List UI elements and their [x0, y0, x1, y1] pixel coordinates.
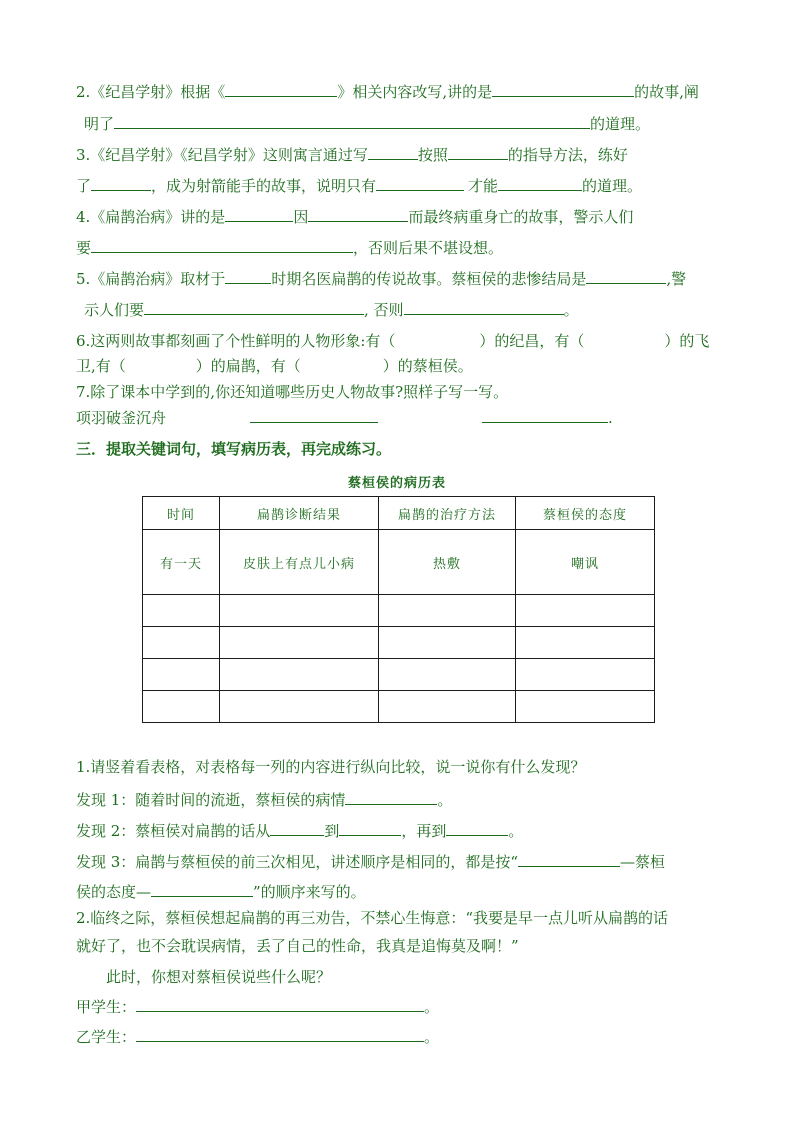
q4-text-e: ，否则后果不堪设想。 [353, 239, 504, 257]
q2-blank-2[interactable] [492, 82, 634, 97]
finding2-blank-2[interactable] [339, 821, 401, 836]
finding1-text: 发现 1：随着时间的流逝，蔡桓侯的病情 [76, 791, 346, 809]
empty-cell[interactable] [516, 691, 655, 723]
q5-blank-4[interactable] [404, 300, 564, 315]
q2-text-a: 2.《纪昌学射》根据《 [76, 83, 226, 101]
empty-cell[interactable] [143, 659, 220, 691]
empty-cell[interactable] [143, 595, 220, 627]
q5-blank-3[interactable] [144, 300, 364, 315]
finding1-end: 。 [437, 791, 453, 809]
q5-blank-2[interactable] [586, 269, 666, 284]
empty-cell[interactable] [143, 691, 220, 723]
finding3-text-a: 发现 3：扁鹊与蔡桓侯的前三次相见，讲述顺序是相同的，都是按“ [76, 853, 518, 871]
q5-text-d: 示人们要 [84, 301, 145, 319]
q2-line2 [84, 114, 650, 134]
q5-text-c: ,警 [666, 270, 687, 288]
student-b-line [76, 1027, 439, 1047]
empty-cell[interactable] [220, 595, 379, 627]
empty-cell[interactable] [516, 627, 655, 659]
q4-blank-2[interactable] [308, 207, 408, 222]
q3-text-a: 3.《纪昌学射》《纪昌学射》这则寓言通过写 [76, 146, 368, 164]
q7-blank-2[interactable] [482, 408, 608, 423]
finding2-text-c: ，再到 [401, 822, 447, 840]
finding2-end: 。 [508, 822, 524, 840]
q5-text-a: 5.《扁鹊治病》取材于 [76, 270, 226, 288]
q3-blank-3[interactable] [91, 176, 151, 191]
q2-blank-3[interactable] [114, 114, 590, 129]
empty-cell[interactable] [220, 627, 379, 659]
q2-blank-1[interactable] [225, 82, 337, 97]
finding3-blank-2[interactable] [151, 882, 253, 897]
q3-line1 [76, 145, 628, 165]
q6-line2 [76, 356, 473, 376]
q3-text-g: 的道理。 [582, 177, 643, 195]
finding2-blank-1[interactable] [270, 821, 324, 836]
q4-blank-3[interactable] [91, 238, 353, 253]
table-row [143, 595, 655, 627]
q6-text-a: 6.这两则故事都刻画了个性鲜明的人物形象:有（ [76, 332, 396, 350]
q5-line1 [76, 269, 686, 289]
student-b-label: 乙学生： [76, 1028, 137, 1046]
empty-cell[interactable] [516, 659, 655, 691]
header-treatment: 扁鹊的治疗方法 [379, 497, 516, 530]
finding3-blank-1[interactable] [518, 852, 620, 867]
q6-text-b: ）的纪昌，有（ [479, 332, 585, 350]
q3-text-e: ，成为射箭能手的故事，说明只有 [151, 177, 377, 195]
finding3-text-d: ”的顺序来写的。 [253, 883, 366, 901]
student-a-blank[interactable] [136, 997, 424, 1012]
q3-blank-5[interactable] [498, 176, 582, 191]
q3-text-b: 按照 [417, 146, 448, 164]
cell-time: 有一天 [143, 530, 220, 595]
finding3-line2 [76, 882, 366, 902]
ex2-line2 [76, 936, 519, 956]
cell-treatment: 热敷 [379, 530, 516, 595]
ex2-line1 [76, 908, 668, 928]
q2-text-b: 》相关内容改写,讲的是 [337, 83, 493, 101]
q4-line2 [76, 238, 503, 258]
header-time: 时间 [143, 497, 220, 530]
header-diagnosis: 扁鹊诊断结果 [220, 497, 379, 530]
cell-attitude: 嘲讽 [516, 530, 655, 595]
empty-cell[interactable] [220, 691, 379, 723]
q6-text-c: ）的飞 [664, 332, 710, 350]
cell-diagnosis: 皮肤上有点儿小病 [220, 530, 379, 595]
q6-text-e: ）的扁鹊，有（ [195, 357, 301, 375]
q2-text-e: 的道理。 [590, 115, 651, 133]
table-caption: 蔡桓侯的病历表 [347, 476, 446, 491]
q2-line1 [76, 82, 699, 102]
ex2-text-1: 2.临终之际，蔡桓侯想起扁鹊的再三劝告，不禁心生悔意：“我要是早一点儿听从扁鹊的话 [76, 909, 668, 927]
medical-record-table [142, 496, 655, 723]
q3-text-c: 的指导方法，练好 [507, 146, 628, 164]
q6-line1 [76, 331, 709, 351]
q2-text-d: 明了 [84, 115, 115, 133]
finding1 [76, 790, 452, 810]
finding2-text-a: 发现 2：蔡桓侯对扁鹊的话从 [76, 822, 271, 840]
table-row [143, 659, 655, 691]
finding1-blank[interactable] [345, 790, 437, 805]
empty-cell[interactable] [143, 627, 220, 659]
q3-blank-2[interactable] [448, 145, 508, 160]
finding3-text-c: 侯的态度— [76, 883, 152, 901]
q3-text-f: 才能 [468, 177, 499, 195]
table-row [143, 691, 655, 723]
empty-cell[interactable] [379, 691, 516, 723]
q4-line1 [76, 207, 633, 227]
q4-text-c: 而最终病重身亡的故事，警示人们 [408, 208, 634, 226]
empty-cell[interactable] [379, 627, 516, 659]
section3-heading [76, 439, 391, 459]
ex1-question [76, 757, 585, 777]
q4-text-b: 因 [293, 208, 309, 226]
finding2-text-b: 到 [324, 822, 340, 840]
q4-text-a: 4.《扁鹊治病》讲的是 [76, 208, 226, 226]
finding3-text-b: —蔡桓 [619, 853, 665, 871]
finding2 [76, 821, 523, 841]
q3-text-d: 了 [76, 177, 92, 195]
ex1-text: 1.请竖着看表格，对表格每一列的内容进行纵向比较，说一说你有什么发现？ [76, 758, 586, 776]
q7-line1 [76, 382, 508, 402]
q4-blank-1[interactable] [225, 207, 293, 222]
q2-text-c: 的故事,阐 [634, 83, 699, 101]
table-row [143, 530, 655, 595]
student-a-end: 。 [424, 998, 440, 1016]
q5-text-e: , 否则 [364, 301, 404, 319]
q3-blank-1[interactable] [368, 145, 418, 160]
q6-text-f: ）的蔡桓侯。 [382, 357, 473, 375]
q7-text-a: 7.除了课本中学到的,你还知道哪些历史人物故事?照样子写一写。 [76, 383, 509, 401]
ex2-text-3: 此时，你想对蔡桓侯说些什么呢？ [106, 968, 332, 986]
student-b-blank[interactable] [136, 1027, 424, 1042]
student-a-label: 甲学生： [76, 998, 137, 1016]
empty-cell[interactable] [379, 595, 516, 627]
q5-line2 [84, 300, 579, 320]
empty-cell[interactable] [516, 595, 655, 627]
q7-example: 项羽破釜沉舟 [76, 409, 167, 427]
q7-blank-1[interactable] [250, 408, 378, 423]
finding3-line1 [76, 852, 665, 872]
q7-end: . [608, 409, 613, 427]
q7-line2 [76, 408, 613, 428]
section3-title: 三．提取关键词句，填写病历表，再完成练习。 [76, 440, 392, 458]
q5-text-f: 。 [563, 301, 579, 319]
empty-cell[interactable] [379, 659, 516, 691]
finding2-blank-3[interactable] [446, 821, 508, 836]
q4-text-d: 要 [76, 239, 92, 257]
q3-blank-4[interactable] [376, 176, 464, 191]
table-row [143, 627, 655, 659]
student-a-line [76, 997, 439, 1017]
q5-blank-1[interactable] [225, 269, 271, 284]
ex2-line3 [106, 967, 331, 987]
header-attitude: 蔡桓侯的态度 [516, 497, 655, 530]
q5-text-b: 时期名医扁鹊的传说故事。蔡桓侯的悲惨结局是 [271, 270, 587, 288]
q3-line2 [76, 176, 642, 196]
table-header-row [143, 497, 655, 530]
empty-cell[interactable] [220, 659, 379, 691]
ex2-text-2: 就好了，也不会耽误病情，丢了自己的性命，我真是追悔莫及啊！” [76, 937, 519, 955]
q6-text-d: 卫,有（ [76, 357, 126, 375]
student-b-end: 。 [424, 1028, 440, 1046]
